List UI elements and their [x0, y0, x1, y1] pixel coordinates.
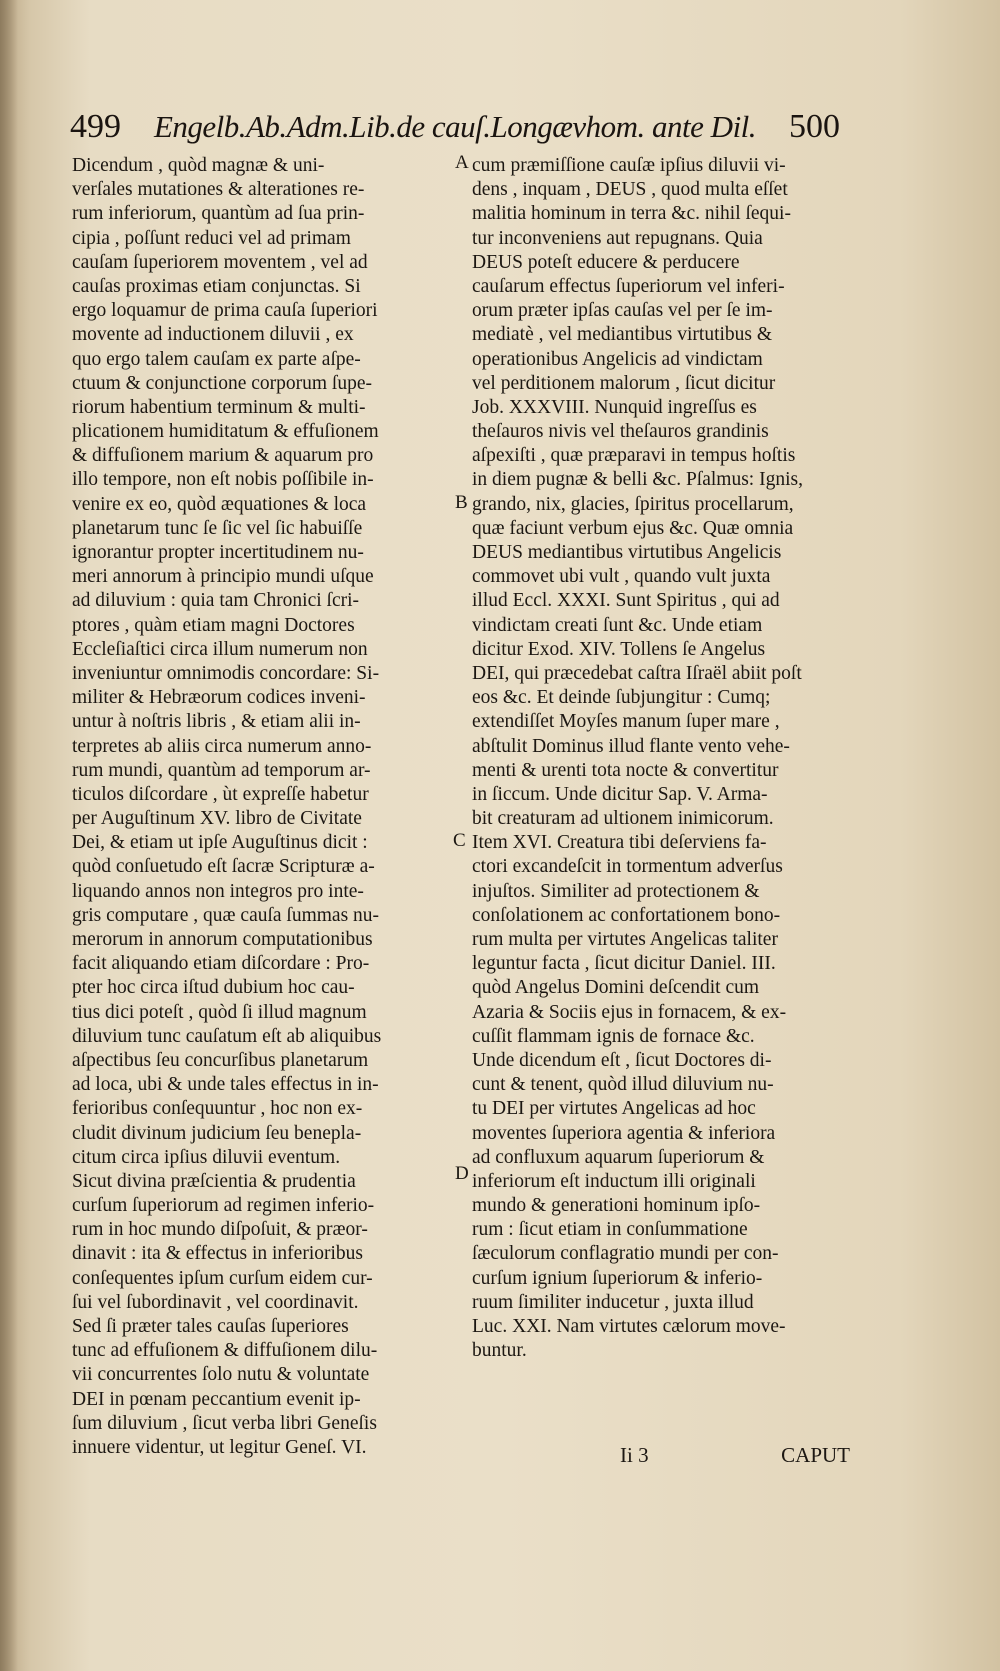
text-line: mundo & generationi hominum ipſo- — [472, 1195, 761, 1217]
text-line: vindictam creati ſunt &c. Unde etiam — [472, 614, 763, 636]
text-line: quæ faciunt verbum ejus &c. Quæ omnia — [472, 517, 794, 539]
text-line: ctori excandeſcit in tormentum adverſus — [472, 856, 783, 878]
text-line: ad diluvium : quia tam Chronici ſcri- — [72, 590, 360, 612]
text-line: Eccleſiaſtici circa illum numerum non — [72, 638, 368, 660]
margin-letter-d: D — [455, 1163, 469, 1184]
text-line: cuſſit flammam ignis de fornace &c. — [472, 1025, 755, 1047]
text-line: cum præmiſſione cauſæ ipſius diluvii vi- — [472, 155, 786, 176]
text-line: merorum in annorum computationibus — [72, 929, 373, 950]
text-line: Azaria & Sociis ejus in fornacem, & ex- — [472, 1001, 787, 1023]
text-line: Luc. XXI. Nam virtutes cælorum move- — [472, 1316, 786, 1337]
text-line: diluvium tunc cauſatum eſt ab aliquibus — [72, 1025, 382, 1047]
text-line: plicationem humiditatum & effuſionem — [72, 421, 379, 443]
text-line: Sed ſi præter tales cauſas ſuperiores — [72, 1316, 349, 1337]
text-line: riorum habentium terminum & multi- — [72, 396, 366, 418]
text-line: facit aliquando etiam diſcordare : Pro- — [72, 953, 370, 975]
text-line: rum multa per virtutes Angelicas taliter — [472, 929, 778, 950]
text-line: Sicut divina præſcientia & prudentia — [72, 1170, 356, 1192]
text-line: tius dici poteſt , quòd ſi illud magnum — [72, 1001, 367, 1023]
signature-mark: Ii 3 — [620, 1443, 649, 1467]
text-line: tur inconveniens aut repugnans. Quia — [472, 227, 763, 249]
margin-letter-b: B — [455, 492, 468, 513]
text-line: operationibus Angelicis ad vindictam — [472, 348, 763, 370]
text-line: ruum ſimiliter inducetur , juxta illud — [472, 1291, 754, 1313]
text-line: ignorantur propter incertitudinem nu- — [72, 542, 364, 563]
text-line: pter hoc circa iſtud dubium hoc cau- — [72, 977, 355, 999]
text-line: aſpectibus ſeu concurſibus planetarum — [72, 1049, 369, 1071]
text-line: Item XVI. Creatura tibi deſerviens fa- — [472, 832, 767, 854]
text-line: cipia , poſſunt reduci vel ad primam — [72, 227, 351, 249]
text-line: aſpexiſti , quæ præparavi in tempus hoſtis — [472, 445, 796, 467]
text-line: dens , inquam , DEUS , quod multa eſſet — [472, 179, 788, 201]
text-line: ergo loquamur de prima cauſa ſuperiori — [72, 300, 378, 322]
text-line: orum præter ipſas cauſas vel per ſe im- — [472, 300, 773, 322]
text-line: grando, nix, glacies, ſpiritus procellarum, — [472, 493, 794, 515]
text-line: cauſas proximas etiam conjunctas. Si — [72, 275, 361, 297]
text-line: DEUS mediantibus virtutibus Angelicis — [472, 542, 782, 563]
text-line: DEI, qui præcedebat caſtra Iſraël abiit poſt — [472, 662, 802, 684]
text-line: rum : ſicut etiam in conſummatione — [472, 1219, 748, 1241]
text-line: theſauros nivis vel theſauros grandinis — [472, 421, 769, 443]
text-line: innuere videntur, ut legitur Geneſ. VI. — [72, 1436, 367, 1458]
text-line: cunt & tenent, quòd illud diluvium nu- — [472, 1074, 774, 1096]
margin-letter-c: C — [453, 830, 466, 851]
text-line: planetarum tunc ſe ſic vel ſic habuiſſe — [72, 517, 363, 539]
text-line: gris computare , quæ cauſa ſummas nu- — [72, 904, 380, 926]
text-line: cauſarum effectus ſuperiorum vel inferi- — [472, 275, 785, 297]
text-line: liquando annos non integros pro inte- — [72, 880, 364, 902]
text-line: ferioribus conſequuntur , hoc non ex- — [72, 1098, 363, 1120]
text-line: conſolationem ac confortationem bono- — [472, 904, 781, 926]
text-line: dinavit : ita & effectus in inferioribus — [72, 1243, 363, 1265]
text-line: illo tempore, non eſt nobis poſſibile in- — [72, 469, 374, 491]
page-edge-shadow — [0, 0, 18, 1671]
text-line: Dei, & etiam ut ipſe Auguſtinus dicit : — [72, 832, 368, 854]
text-line: cauſam ſuperiorem moventem , vel ad — [72, 251, 368, 273]
text-line: mediatè , vel mediantibus virtutibus & — [472, 324, 773, 346]
text-line: terpretes ab aliis circa numerum anno- — [72, 735, 372, 757]
text-line: buntur. — [472, 1340, 527, 1362]
text-line: Job. XXXVIII. Nunquid ingreſſus es — [472, 396, 757, 418]
text-line: ticulos diſcordare , ùt expreſſe habetur — [72, 783, 369, 805]
text-line: leguntur facta , ſicut dicitur Daniel. III. — [472, 953, 776, 975]
text-line: meri annorum à principio mundi uſque — [72, 566, 374, 588]
running-title: Engelb.Ab.Adm.Lib.de cauſ.Longævhom. ante Dil. — [153, 109, 757, 144]
text-line: illud Eccl. XXXI. Sunt Spiritus , qui ad — [472, 590, 780, 612]
text-line: bit creaturam ad ultionem inimicorum. — [472, 808, 774, 830]
text-line: inveniuntur omnimodis concordare: Si- — [72, 662, 380, 684]
text-line: injuſtos. Similiter ad protectionem & — [472, 880, 760, 902]
text-line: citum circa ipſius diluvii eventum. — [72, 1146, 341, 1168]
text-line: Dicendum , quòd magnæ & uni- — [72, 155, 325, 176]
text-line: cludit divinum judicium ſeu benepla- — [72, 1122, 362, 1144]
text-line: curſum ignium ſuperiorum & inferio- — [472, 1267, 763, 1289]
text-line: venire ex eo, quòd æquationes & loca — [72, 493, 367, 515]
text-line: vel perditionem malorum , ſicut dicitur — [472, 372, 776, 394]
text-line: ſum diluvium , ſicut verba libri Geneſis — [72, 1412, 377, 1434]
text-line: quòd Angelus Domini deſcendit cum — [472, 977, 760, 999]
text-line: ad loca, ubi & unde tales effectus in in- — [72, 1074, 379, 1096]
right-text-column — [472, 154, 852, 1363]
left-page-number: 499 — [70, 108, 121, 145]
text-line: & diffuſionem marium & aquarum pro — [72, 445, 374, 467]
text-line: menti & urenti tota nocte & convertitur — [472, 759, 779, 781]
text-line: movente ad inductionem diluvii , ex — [72, 324, 354, 346]
text-line: inferiorum eſt inductum illi originali — [472, 1170, 756, 1192]
text-line: extendiſſet Moyſes manum ſuper mare , — [472, 711, 780, 733]
text-line: ſui vel ſubordinavit , vel coordinavit. — [72, 1291, 359, 1313]
left-text-column — [72, 154, 456, 1460]
right-page-number: 500 — [788, 108, 840, 145]
text-line: malitia hominum in terra &c. nihil ſequi- — [472, 203, 791, 225]
running-header — [70, 108, 840, 158]
text-line: commovet ubi vult , quando vult juxta — [472, 566, 771, 588]
text-line: in ſiccum. Unde dicitur Sap. V. Arma- — [472, 783, 768, 805]
text-line: conſequentes ipſum curſum eidem cur- — [72, 1267, 373, 1289]
text-line: ctuum & conjunctione corporum ſupe- — [72, 372, 373, 394]
text-line: dicitur Exod. XIV. Tollens ſe Angelus — [472, 638, 766, 660]
catchword: CAPUT — [781, 1443, 850, 1467]
text-line: tunc ad effuſionem & diffuſionem dilu- — [72, 1340, 378, 1362]
text-line: DEUS poteſt educere & perducere — [472, 251, 740, 273]
text-line: ad confluxum aquarum ſuperiorum & — [472, 1146, 765, 1168]
text-line: quo ergo talem cauſam ex parte aſpe- — [72, 348, 361, 370]
text-line: vii concurrentes ſolo nutu & voluntate — [72, 1364, 370, 1386]
text-line: tu DEI per virtutes Angelicas ad hoc — [472, 1098, 756, 1120]
text-line: untur à noſtris libris , & etiam alii in- — [72, 711, 361, 733]
text-line: quòd conſuetudo eſt ſacræ Scripturæ a- — [72, 856, 375, 878]
page-footer — [620, 1443, 850, 1468]
text-line: militer & Hebræorum codices inveni- — [72, 687, 366, 709]
text-line: in diem pugnæ & belli &c. Pſalmus: Ignis, — [472, 469, 803, 491]
text-line: curſum ſuperiorum ad regimen inferio- — [72, 1195, 375, 1217]
text-line: ſæculorum conflagratio mundi per con- — [472, 1243, 779, 1265]
text-line: ptores , quàm etiam magni Doctores — [72, 614, 355, 636]
text-line: rum inferiorum, quantùm ad ſua prin- — [72, 203, 365, 225]
text-line: DEI in pœnam peccantium evenit ip- — [72, 1388, 361, 1410]
text-line: verſales mutationes & alterationes re- — [72, 179, 365, 201]
text-line: rum mundi, quantùm ad temporum ar- — [72, 759, 371, 781]
text-line: Unde dicendum eſt , ſicut Doctores di- — [472, 1049, 772, 1071]
text-line: eos &c. Et deinde ſubjungitur : Cumq; — [472, 687, 771, 709]
text-line: moventes ſuperiora agentia & inferiora — [472, 1122, 776, 1144]
text-line: rum in hoc mundo diſpoſuit, & præor- — [72, 1219, 368, 1241]
text-line: per Auguſtinum XV. libro de Civitate — [72, 808, 362, 830]
text-line: abſtulit Dominus illud flante vento vehe- — [472, 735, 790, 757]
margin-letter-a: A — [455, 152, 469, 173]
